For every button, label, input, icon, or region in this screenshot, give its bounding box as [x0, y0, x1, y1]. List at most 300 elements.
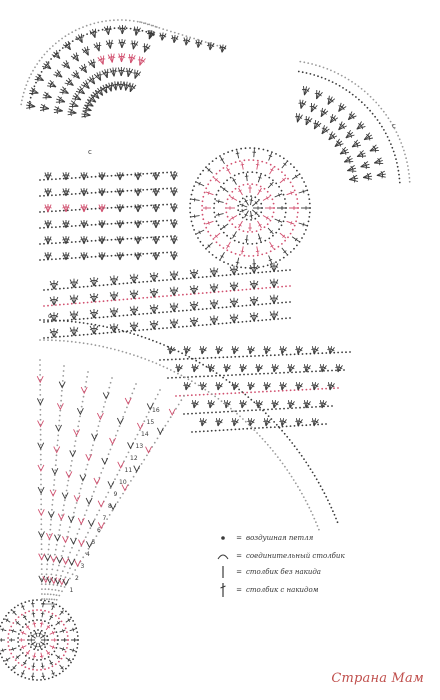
chain-dot [166, 279, 168, 281]
stitch-mark [206, 192, 214, 195]
chain-dot [246, 305, 248, 307]
chain-dot [332, 510, 334, 512]
stitch-mark [1, 649, 7, 651]
stitch-mark [194, 270, 198, 278]
chain-dot [124, 411, 126, 413]
chain-dot [301, 493, 303, 495]
chain-dot [352, 94, 354, 96]
chain-dot [218, 275, 220, 277]
stitch-mark [242, 204, 243, 207]
v-stitch [102, 458, 108, 464]
chain-dot [281, 243, 283, 245]
chain-dot [367, 93, 369, 95]
chain-dot [189, 207, 191, 209]
chain-dot [254, 391, 256, 393]
chain-dot [138, 281, 140, 283]
chain-dot [102, 325, 104, 327]
chain-dot [64, 499, 66, 501]
chain-dot [27, 81, 29, 83]
chain-dot [44, 658, 46, 660]
chain-dot [272, 450, 274, 452]
chain-dot [32, 70, 34, 72]
row-number: 16 [152, 407, 160, 414]
stitch-mark [130, 307, 134, 315]
chain-dot [52, 602, 54, 604]
chain-dot [285, 207, 287, 209]
chain-dot [227, 411, 229, 413]
chain-dot [59, 194, 61, 196]
chain-dot [150, 221, 152, 223]
v-stitch [63, 558, 69, 564]
stitch-mark [174, 173, 177, 180]
stitch-mark [50, 329, 54, 337]
chain-dot [213, 207, 215, 209]
chain-dot [262, 410, 264, 412]
chain-dot [107, 255, 109, 257]
chain-dot [74, 569, 76, 571]
chain-dot [227, 374, 229, 376]
chain-dot [267, 191, 269, 193]
chain-dot [294, 425, 296, 427]
chain-dot [135, 383, 137, 385]
chain-dot [219, 244, 221, 246]
stitch-mark [171, 205, 174, 212]
chain-dot [57, 440, 59, 442]
chain-dot [305, 424, 307, 426]
chain-dot [44, 598, 46, 600]
legend-label-single: столбик без накида [246, 568, 321, 576]
stitch-mark [45, 173, 48, 180]
chain-dot [126, 298, 128, 300]
chain-dot [335, 518, 337, 520]
chain-dot [63, 340, 65, 342]
chain-dot [206, 366, 208, 368]
chain-dot [142, 30, 144, 32]
chain-dot [301, 177, 303, 179]
chain-dot [282, 390, 284, 392]
stitch-mark [210, 268, 214, 276]
stitch-mark [194, 215, 195, 219]
chain-dot [320, 485, 322, 487]
chain-dot [256, 184, 258, 186]
v-stitch [125, 398, 131, 404]
chain-dot [118, 27, 120, 29]
chain-dot [266, 427, 268, 429]
stitch-mark [110, 308, 114, 316]
stitch-mark [154, 273, 158, 281]
chain-dot [25, 623, 27, 625]
chain-dot [170, 295, 172, 297]
chain-dot [226, 306, 228, 308]
chain-dot [250, 219, 252, 221]
chain-dot [279, 408, 281, 410]
chain-dot [75, 177, 77, 179]
chain-dot [91, 323, 93, 325]
chain-dot [397, 135, 399, 137]
chain-dot [326, 68, 328, 70]
chain-dot [287, 372, 289, 374]
chain-dot [47, 603, 49, 605]
v-stitch [57, 557, 63, 563]
chain-dot [39, 369, 41, 371]
chain-dot [114, 478, 116, 480]
chain-dot [171, 377, 173, 379]
chain-dot [230, 356, 232, 358]
chain-dot [53, 599, 55, 601]
stitch-mark [241, 164, 245, 165]
chain-dot [20, 104, 22, 106]
chain-dot [74, 655, 76, 657]
chain-dot [55, 288, 57, 290]
chain-dot [191, 380, 193, 382]
chain-dot [207, 231, 209, 233]
chain-dot [250, 399, 252, 401]
chain-dot [277, 318, 279, 320]
chain-dot [103, 284, 105, 286]
chain-dot [249, 304, 251, 306]
stitch-mark [216, 201, 224, 203]
chain-dot [299, 173, 301, 175]
chain-dot [195, 360, 197, 362]
chain-dot [51, 654, 53, 656]
stitch-mark [45, 189, 48, 196]
chain-dot [67, 320, 69, 322]
chain-dot [7, 637, 9, 639]
chain-dot [126, 331, 128, 333]
chain-dot [254, 218, 256, 220]
stitch-mark [70, 649, 76, 651]
chain-dot [40, 669, 42, 671]
chain-dot [185, 354, 187, 356]
chain-dot [218, 224, 220, 226]
chain-dot [51, 242, 53, 244]
chain-dot [67, 303, 69, 305]
chain-dot [5, 663, 7, 665]
chain-dot [110, 449, 112, 451]
chain-dot [325, 352, 327, 354]
chain-dot [306, 72, 308, 74]
chain-dot [268, 238, 270, 240]
chain-dot [242, 243, 244, 245]
stitch-mark [328, 382, 330, 390]
chain-dot [256, 404, 258, 406]
chain-dot [293, 479, 295, 481]
v-stitch [118, 462, 124, 468]
chain-dot [309, 212, 311, 214]
chain-dot [247, 374, 249, 376]
chain-dot [242, 172, 244, 174]
chain-dot [193, 38, 195, 40]
stitch-mark [150, 273, 154, 281]
chain-dot [36, 609, 38, 611]
chain-dot [227, 151, 229, 153]
chain-dot [139, 21, 141, 23]
chain-dot [100, 472, 102, 474]
chain-dot [146, 205, 148, 207]
chain-dot [150, 328, 152, 330]
chain-dot [231, 191, 233, 193]
chain-dot [269, 271, 271, 273]
chain-dot [230, 408, 232, 410]
stitch-mark [258, 238, 261, 239]
stitch-mark [75, 55, 79, 56]
chain-dot [83, 342, 85, 344]
stitch-mark [328, 346, 330, 354]
stitch-mark [90, 326, 94, 334]
chain-dot [91, 333, 93, 335]
chain-dot [195, 181, 197, 183]
chain-dot [231, 374, 233, 376]
chain-dot [250, 195, 252, 197]
chain-dot [223, 261, 225, 263]
chain-dot [57, 435, 59, 437]
chain-dot [63, 304, 65, 306]
chain-dot [227, 429, 229, 431]
stitch-mark [94, 310, 98, 318]
chain-dot [111, 284, 113, 286]
chain-dot [87, 192, 89, 194]
chain-dot [175, 377, 177, 379]
chain-dot [8, 633, 10, 635]
chain-dot [227, 405, 229, 407]
chain-dot [333, 352, 335, 354]
stitch-mark [48, 173, 51, 180]
chain-dot [157, 394, 159, 396]
chain-dot [62, 570, 64, 572]
chain-dot [222, 323, 224, 325]
chain-dot [119, 315, 121, 317]
chain-dot [202, 200, 204, 202]
v-stitch [68, 516, 74, 522]
chain-dot [271, 372, 273, 374]
chain-dot [358, 86, 360, 88]
stitch-mark [170, 288, 174, 296]
chain-dot [116, 474, 118, 476]
chain-dot [75, 627, 77, 629]
chain-dot [381, 126, 383, 128]
stitch-mark [250, 265, 254, 273]
chain-dot [339, 85, 341, 87]
chain-dot [48, 656, 50, 658]
chain-dot [47, 305, 49, 307]
stitch-mark [156, 189, 159, 196]
row-number: 13 [135, 443, 144, 450]
chain-dot [388, 140, 390, 142]
chain-dot [275, 232, 277, 234]
chain-dot [36, 679, 38, 681]
chain-dot [203, 357, 205, 359]
chain-dot [299, 241, 301, 243]
chain-dot [138, 297, 140, 299]
chain-dot [48, 588, 50, 590]
stitch-mark [194, 286, 198, 294]
chain-dot [226, 249, 228, 251]
chain-dot [71, 209, 73, 211]
stitch-mark [250, 297, 254, 305]
chain-dot [307, 503, 309, 505]
stitch-mark [194, 318, 198, 326]
chain-dot [39, 60, 41, 62]
chain-dot [281, 190, 283, 192]
legend-row-chain [214, 530, 313, 546]
chain-dot [55, 604, 57, 606]
chain-dot [79, 322, 81, 324]
stitch-mark [81, 221, 84, 228]
chain-dot [39, 211, 41, 213]
chain-dot [141, 336, 143, 338]
chain-dot [109, 514, 111, 516]
chain-dot [205, 248, 207, 250]
stitch-mark [312, 346, 314, 354]
stitch-mark [171, 173, 174, 180]
chain-dot [408, 173, 410, 175]
chain-dot [264, 226, 266, 228]
stitch-mark [160, 33, 162, 41]
stitch-mark [154, 321, 158, 329]
chain-dot [265, 303, 267, 305]
chain-dot [147, 24, 149, 26]
chain-dot [46, 563, 48, 565]
stitch-mark [357, 144, 358, 148]
stitch-mark [1, 629, 7, 631]
chain-dot [111, 255, 113, 257]
chain-dot [314, 475, 316, 477]
chain-dot [146, 313, 148, 315]
chain-dot [95, 176, 97, 178]
chain-dot [54, 651, 56, 653]
chain-dot [150, 312, 152, 314]
chain-dot [202, 308, 204, 310]
chain-dot [265, 412, 267, 414]
stitch-mark [154, 289, 158, 297]
chain-dot [383, 111, 385, 113]
chain-dot [99, 285, 101, 287]
chain-dot [266, 391, 268, 393]
chain-dot [28, 600, 30, 602]
chain-dot [219, 393, 221, 395]
chain-dot [199, 376, 201, 378]
chain-dot [50, 519, 52, 521]
stitch-mark [174, 272, 178, 280]
stitch-mark [214, 284, 218, 292]
chain-dot [242, 289, 244, 291]
stitch-mark [242, 246, 243, 254]
chain-dot [364, 91, 366, 93]
chain-dot [32, 610, 34, 612]
chain-dot [59, 288, 61, 290]
chain-dot [142, 253, 144, 255]
chain-dot [91, 176, 93, 178]
chain-dot [39, 389, 41, 391]
chain-dot [82, 26, 84, 28]
stitch-mark [127, 68, 128, 77]
chain-dot [243, 410, 245, 412]
chain-dot [244, 255, 246, 257]
chain-dot [182, 294, 184, 296]
chain-dot [91, 344, 93, 346]
chain-dot [87, 240, 89, 242]
chain-dot [159, 359, 161, 361]
chain-dot [167, 346, 169, 348]
chain-dot [53, 484, 55, 486]
chain-dot [40, 509, 42, 511]
chain-dot [75, 303, 77, 305]
chain-dot [87, 464, 89, 466]
chain-dot [159, 389, 161, 391]
chain-dot [63, 178, 65, 180]
chain-dot [182, 278, 184, 280]
chain-dot [308, 465, 310, 467]
stitch-mark [120, 205, 123, 212]
chain-dot [55, 549, 57, 551]
chain-dot [55, 194, 57, 196]
chain-dot [262, 355, 264, 357]
chain-dot [170, 311, 172, 313]
chain-dot [72, 658, 74, 660]
stitch-mark [84, 237, 87, 244]
stitch-mark [248, 382, 250, 390]
chain-dot [41, 563, 43, 565]
chain-dot [87, 532, 89, 534]
chain-dot [279, 155, 281, 157]
chain-dot [251, 243, 253, 245]
chain-dot [190, 277, 192, 279]
chain-dot [79, 177, 81, 179]
chain-dot [178, 404, 180, 406]
stitch-mark [200, 346, 202, 354]
chain-dot [285, 269, 287, 271]
chain-dot [43, 195, 45, 197]
chain-dot [313, 518, 315, 520]
chain-dot [130, 480, 132, 482]
row-number: 7 [102, 515, 107, 522]
chain-dot [150, 189, 152, 191]
chain-dot [58, 40, 60, 42]
v-stitch [88, 520, 94, 526]
chain-dot [62, 375, 64, 377]
stitch-mark [40, 109, 49, 111]
chain-dot [40, 479, 42, 481]
chain-dot [75, 209, 77, 211]
chain-dot [246, 428, 248, 430]
chain-dot [315, 64, 317, 66]
chain-dot [197, 237, 199, 239]
chain-dot [271, 263, 273, 265]
chain-dot [275, 408, 277, 410]
chain-dot [142, 205, 144, 207]
chain-dot [25, 612, 27, 614]
chain-dot [51, 210, 53, 212]
chain-dot [71, 303, 73, 305]
chain-dot [216, 45, 218, 47]
chain-dot [251, 373, 253, 375]
chain-dot [400, 142, 402, 144]
chain-dot [281, 171, 283, 173]
chain-dot [399, 178, 401, 180]
chain-dot [206, 292, 208, 294]
chain-dot [283, 408, 285, 410]
stitch-mark [274, 264, 278, 272]
chain-dot [166, 295, 168, 297]
chain-dot [75, 341, 77, 343]
chain-dot [354, 83, 356, 85]
chain-dot [179, 395, 181, 397]
chain-dot [329, 503, 331, 505]
chain-dot [284, 174, 286, 176]
chain-dot [119, 331, 121, 333]
row-number: 9 [113, 491, 118, 498]
chain-dot [118, 350, 120, 352]
